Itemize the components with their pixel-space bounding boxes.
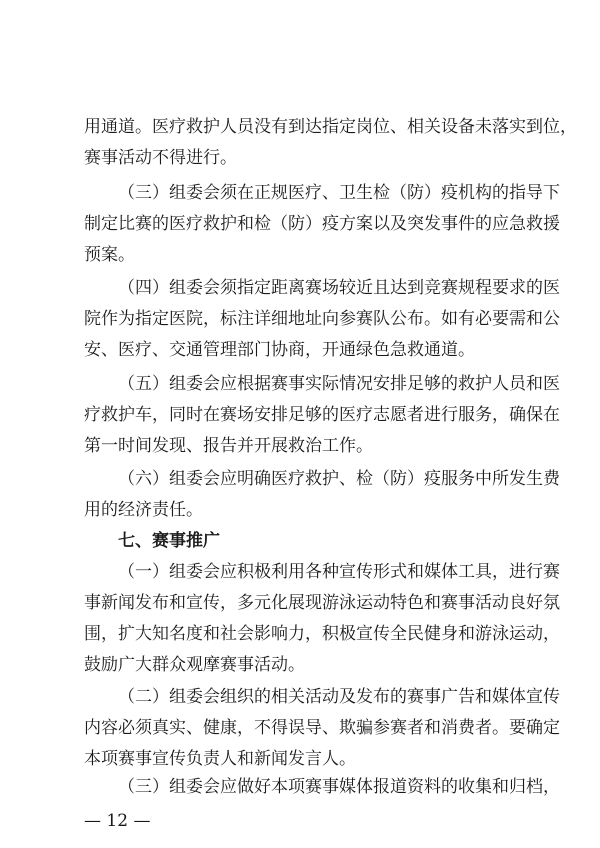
section-heading: 七、赛事推广 xyxy=(118,531,220,551)
section-paragraph-3-line-1: （三）组委会应做好本项赛事媒体报道资料的收集和归档， xyxy=(118,777,560,797)
paragraph-3-line-2: 院作为指定医院，标注详细地址向参赛队公布。如有必要需和公 xyxy=(84,309,560,329)
section-paragraph-2-line-2: 内容必须真实、健康，不得误导、欺骗参赛者和消费者。要确定 xyxy=(84,718,560,738)
section-paragraph-2-line-3: 本项赛事宣传负责人和新闻发言人。 xyxy=(84,749,356,769)
paragraph-4-line-1: （五）组委会应根据赛事实际情况安排足够的救护人员和医 xyxy=(118,374,560,394)
section-paragraph-1-line-4: 鼓励广大群众观摩赛事活动。 xyxy=(84,655,305,675)
page-number: — 12 — xyxy=(84,811,151,831)
section-paragraph-1-line-3: 围，扩大知名度和社会影响力，积极宣传全民健身和游泳运动， xyxy=(84,624,560,644)
section-paragraph-1-line-1: （一）组委会应积极利用各种宣传形式和媒体工具，进行赛 xyxy=(118,562,560,582)
paragraph-5-line-1: （六）组委会应明确医疗救护、检（防）疫服务中所发生费 xyxy=(118,469,560,489)
paragraph-3-line-1: （四）组委会须指定距离赛场较近且达到竞赛规程要求的医 xyxy=(118,278,560,298)
paragraph-4-line-3: 第一时间发现、报告并开展救治工作。 xyxy=(84,436,373,456)
paragraph-1-line-2: 赛事活动不得进行。 xyxy=(84,148,237,168)
paragraph-3-line-3: 安、医疗、交通管理部门协商，开通绿色急救通道。 xyxy=(84,340,475,360)
paragraph-4-line-2: 疗救护车，同时在赛场安排足够的医疗志愿者进行服务，确保在 xyxy=(84,405,560,425)
section-paragraph-2-line-1: （二）组委会组织的相关活动及发布的赛事广告和媒体宣传 xyxy=(118,687,560,707)
paragraph-5-line-2: 用的经济责任。 xyxy=(84,500,203,520)
paragraph-2-line-1: （三）组委会须在正规医疗、卫生检（防）疫机构的指导下 xyxy=(118,183,560,203)
paragraph-1-line-1: 用通道。医疗救护人员没有到达指定岗位、相关设备未落实到位， xyxy=(84,117,577,137)
paragraph-2-line-2: 制定比赛的医疗救护和检（防）疫方案以及突发事件的应急救援 xyxy=(84,214,560,234)
paragraph-2-line-3: 预案。 xyxy=(84,245,135,265)
section-paragraph-1-line-2: 事新闻发布和宣传，多元化展现游泳运动特色和赛事活动良好氛 xyxy=(84,593,560,613)
